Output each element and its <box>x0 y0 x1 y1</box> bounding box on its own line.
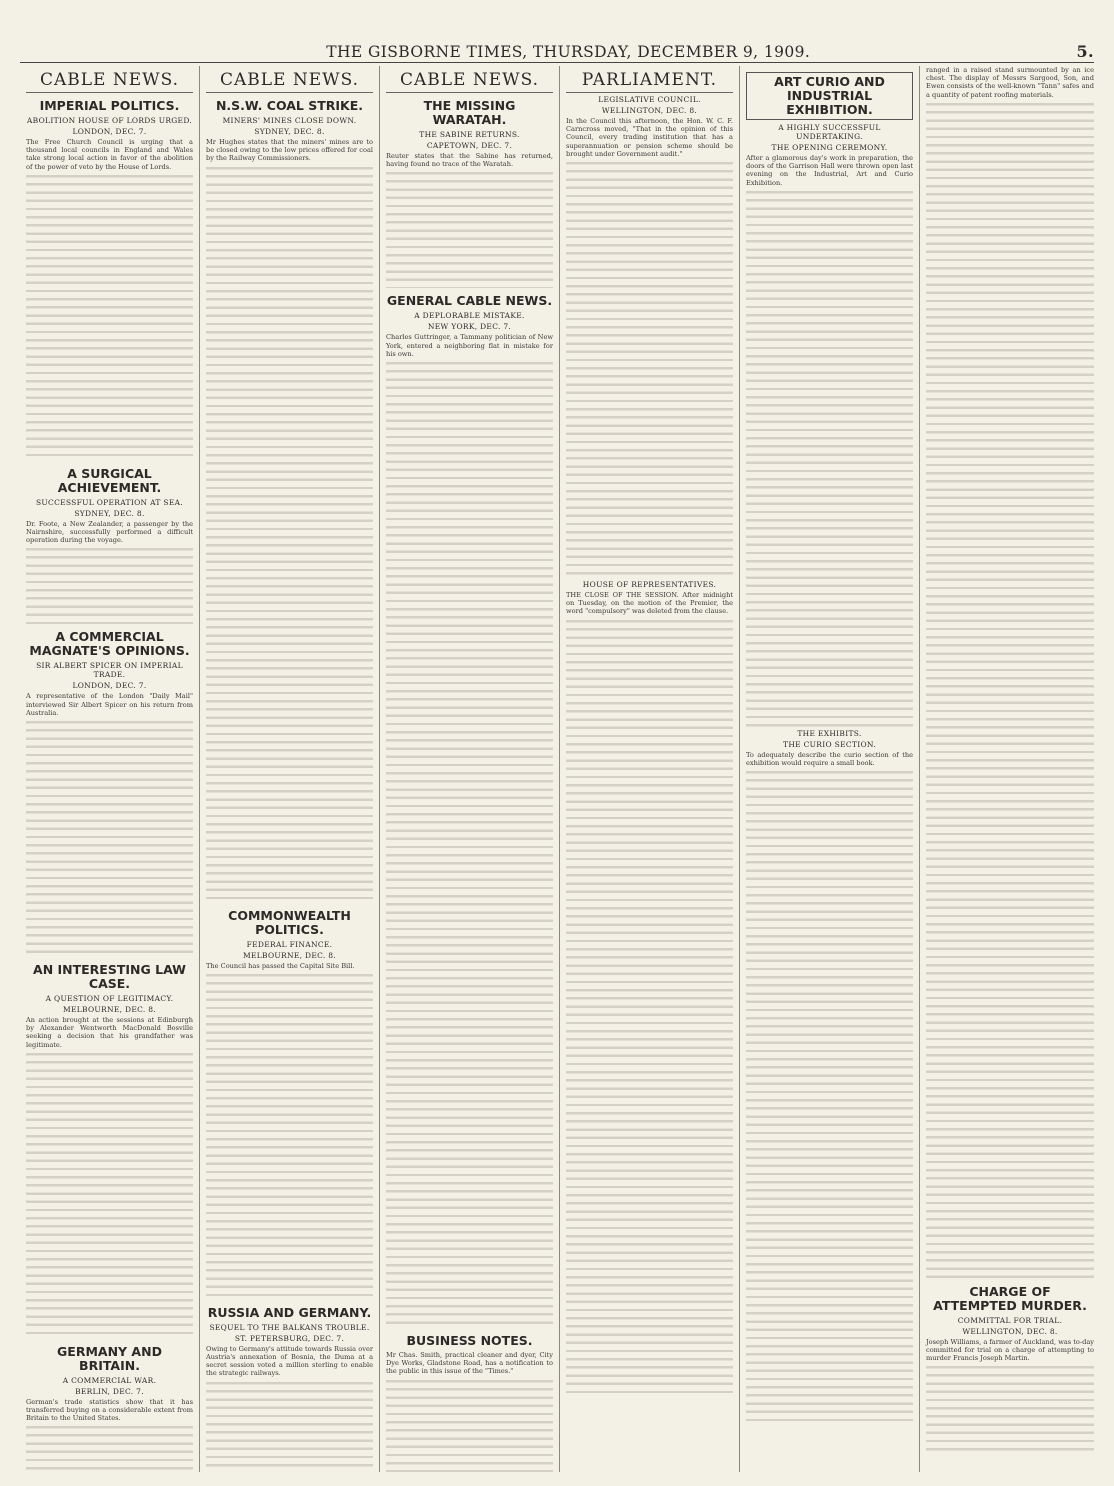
article-lead: The Council has passed the Capital Site Bill. <box>206 961 355 970</box>
article-dateline: LONDON, DEC. 7. <box>72 127 147 136</box>
article-body-text <box>26 171 193 461</box>
article-headline: GERMANY AND BRITAIN. <box>57 1343 162 1373</box>
article-headline: N.S.W. COAL STRIKE. <box>215 98 364 113</box>
article-headline: A COMMERCIAL MAGNATE'S OPINIONS. <box>29 629 190 659</box>
column-4 <box>560 66 740 1472</box>
article-lead: Dr. Foote, a New Zealander, a passenger by the Nairnshire, successfully performed a difficult operation during the voyage. <box>26 519 193 545</box>
article-subhead: A COMMERCIAL WAR. <box>62 1375 157 1385</box>
article-lead: Charles Guttringer, a Tammany politician of New York, entered a neighboring flat in mistake for his own. <box>386 333 553 358</box>
article-lead: In the Council this afternoon, the Hon. W. C. F. Carncross moved, "That in the opinion of this Council, every trading institution that has a superannuation or pension scheme should be brought under Government audit." <box>566 117 733 158</box>
article-lead: THE CLOSE OF THE SESSION. After midnight on Tuesday, on the motion of the Premier, the word "compulsory" was deleted from the clause. <box>566 591 733 616</box>
article-body-text <box>26 717 193 957</box>
article-body-text <box>386 358 553 1328</box>
article-subhead: COMMITTAL FOR TRIAL. <box>957 1315 1063 1325</box>
article-lead: Joseph Williams, a farmer of Auckland, was to-day committed for trial on a charge of attempting to murder Francis Joseph Martin. <box>926 1337 1094 1363</box>
article-subhead: HOUSE OF REPRESENTATIVES. <box>582 580 717 590</box>
column-2 <box>200 66 380 1472</box>
article-dateline: WELLINGTON, DEC. 8. <box>601 106 698 115</box>
article-headline: A SURGICAL ACHIEVEMENT. <box>57 465 162 495</box>
article-body-text <box>566 158 733 578</box>
column-header: CABLE NEWS. <box>386 70 553 93</box>
article-dateline: MELBOURNE, DEC. 8. <box>63 1005 156 1015</box>
article-subhead: SEQUEL TO THE BALKANS TROUBLE. <box>209 1322 370 1332</box>
article-subhead: LEGISLATIVE COUNCIL. <box>598 95 701 104</box>
article-body-text <box>386 1376 553 1472</box>
article-dateline: CAPETOWN, DEC. 7. <box>426 141 513 150</box>
masthead-title: THE GISBORNE TIMES, THURSDAY, DECEMBER 9, 1909. <box>326 43 811 61</box>
column-3 <box>380 66 560 1472</box>
page-number: 5. <box>1076 42 1094 61</box>
article-lead: Mr Chas. Smith, practical cleaner and dyer, City Dye Works, Gladstone Road, has a notification to the public in this issue of the "Times." <box>386 1351 553 1376</box>
column-6 <box>920 66 1100 1472</box>
article-body-text <box>26 1422 193 1472</box>
article-headline: RUSSIA AND GERMANY. <box>207 1304 372 1320</box>
article-lead: ranged in a raised stand surmounted by an ice chest. The display of Messrs Sargood, Son, and Ewen consists of the well-known "Tann" safes and a quantity of patent roofing materials. <box>926 66 1094 99</box>
article-subhead: SIR ALBERT SPICER ON IMPERIAL TRADE. <box>36 661 183 680</box>
article-dateline: THE CURIO SECTION. <box>783 739 876 749</box>
article-headline: THE MISSING WARATAH. <box>423 98 516 127</box>
article-dateline: THE OPENING CEREMONY. <box>771 143 888 152</box>
article-headline: ART CURIO AND INDUSTRIAL EXHIBITION. <box>746 72 913 120</box>
article-headline: BUSINESS NOTES. <box>406 1333 533 1349</box>
article-body-text <box>746 187 913 727</box>
article-dateline: SYDNEY, DEC. 8. <box>254 127 325 136</box>
columns <box>20 66 1100 1472</box>
article-subhead: A DEPLORABLE MISTAKE. <box>414 311 525 321</box>
article-subhead: A QUESTION OF LEGITIMACY. <box>45 994 174 1004</box>
article-lead: German's trade statistics show that it has transferred buying on a considerable extent from Britain to the United States. <box>26 1397 193 1423</box>
article-subhead: SUCCESSFUL OPERATION AT SEA. <box>35 497 184 507</box>
article-lead: Owing to Germany's attitude towards Russia over Austria's annexation of Bosnia, the Duma at a secret session voted a million sterling to enable the strategic railways. <box>206 1344 373 1378</box>
article-lead: Mr Hughes states that the miners' mines are to be closed owing to the low prices offered for coal by the Railway Commissioners. <box>206 138 373 163</box>
article-lead: To adequately describe the curio section of the exhibition would require a small book. <box>746 750 913 768</box>
article-dateline: NEW YORK, DEC. 7. <box>427 322 512 332</box>
article-body-text <box>206 970 373 1300</box>
article-dateline: LONDON, DEC. 7. <box>72 681 147 691</box>
article-subhead: A HIGHLY SUCCESSFUL UNDERTAKING. <box>778 123 881 141</box>
article-subhead: MINERS' MINES CLOSE DOWN. <box>222 116 357 125</box>
article-headline: COMMONWEALTH POLITICS. <box>228 907 351 937</box>
article-body-text <box>746 767 913 1427</box>
article-lead: A representative of the London "Daily Mail" interviewed Sir Albert Spicer on his return from Australia. <box>26 692 193 717</box>
article-dateline: BERLIN, DEC. 7. <box>75 1386 144 1396</box>
article-headline: CHARGE OF ATTEMPTED MURDER. <box>933 1283 1087 1313</box>
article-lead: An action brought at the sessions at Edinburgh by Alexander Wentworth MacDonald Bosville seeking a decision that his grandfather was legitimate. <box>26 1016 193 1049</box>
article-subhead: THE EXHIBITS. <box>797 728 862 738</box>
article-body-text <box>926 1362 1094 1452</box>
masthead <box>20 42 1094 63</box>
column-header: CABLE NEWS. <box>26 70 193 93</box>
article-dateline: MELBOURNE, DEC. 8. <box>243 950 336 960</box>
article-dateline: ST. PETERSBURG, DEC. 7. <box>234 1333 345 1343</box>
column-header: CABLE NEWS. <box>206 70 373 93</box>
article-subhead: FEDERAL FINANCE. <box>246 939 333 949</box>
article-dateline: WELLINGTON, DEC. 8. <box>962 1326 1058 1336</box>
column-5 <box>740 66 920 1472</box>
article-body-text <box>386 168 553 288</box>
article-body-text <box>206 1378 373 1472</box>
article-dateline: SYDNEY, DEC. 8. <box>74 508 145 518</box>
article-headline: IMPERIAL POLITICS. <box>39 98 180 113</box>
article-subhead: ABOLITION HOUSE OF LORDS URGED. <box>26 116 193 125</box>
article-body-text <box>566 616 733 1396</box>
article-subhead: THE SABINE RETURNS. <box>419 130 520 139</box>
article-body-text <box>926 99 1094 1279</box>
article-lead: Reuter states that the Sabine has returned, having found no trace of the Waratah. <box>386 152 553 169</box>
article-headline: AN INTERESTING LAW CASE. <box>33 962 186 992</box>
article-lead: The Free Church Council is urging that a thousand local councils in England and Wales take strong local action in favor of the abolition of the power of veto by the House of Lords. <box>26 138 193 171</box>
article-body-text <box>206 163 373 903</box>
article-body-text <box>26 544 193 624</box>
article-lead: After a glamorous day's work in preparation, the doors of the Garrison Hall were thrown open last evening on the Industrial, Art and Curio Exhibition. <box>746 154 913 187</box>
article-headline: GENERAL CABLE NEWS. <box>386 293 553 309</box>
article-body-text <box>26 1049 193 1339</box>
column-1 <box>20 66 200 1472</box>
column-header: PARLIAMENT. <box>566 70 733 93</box>
